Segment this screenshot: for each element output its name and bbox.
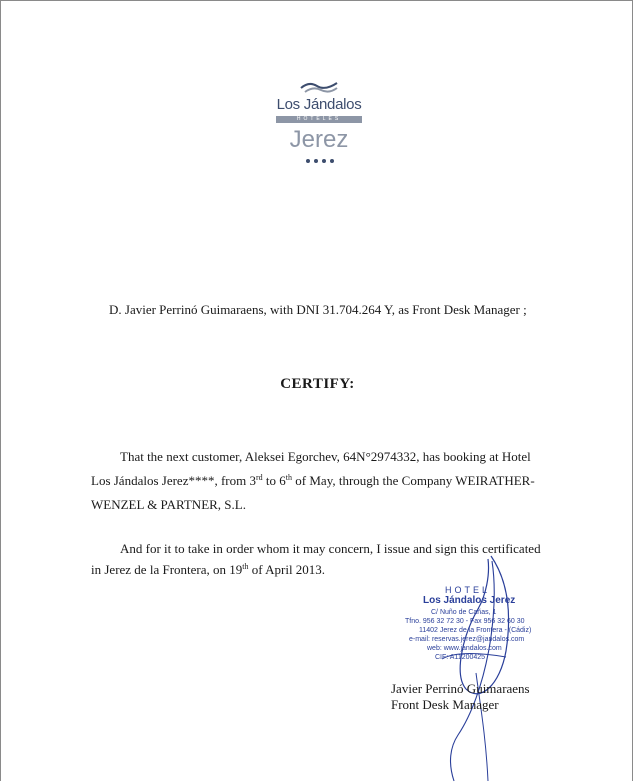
star-dot-icon	[322, 159, 326, 163]
text-fragment: in Jerez de la Frontera, on 19	[91, 562, 243, 577]
stamp-web: web: www.jandalos.com	[427, 645, 502, 652]
paragraph2-line2	[91, 562, 325, 578]
logo-city-name: Jerez	[289, 126, 349, 153]
signatory-role: Front Desk Manager	[391, 697, 499, 712]
text-fragment: to 6	[262, 473, 286, 488]
superscript: th	[285, 473, 293, 482]
star-dot-icon	[314, 159, 318, 163]
stamp-name: Los Jándalos Jerez	[423, 595, 516, 606]
superscript: th	[242, 562, 249, 571]
stamp-phone: Tfno. 956 32 72 30 - Fax 956 32 60 30	[405, 618, 525, 625]
logo-stars	[306, 159, 334, 164]
star-dot-icon	[306, 159, 310, 163]
logo-hotels-band: HOTELES	[276, 116, 362, 123]
hotel-logo	[259, 79, 379, 169]
text-fragment: of April 2013.	[248, 562, 326, 577]
intro-line: D. Javier Perrinó Guimaraens, with DNI 31.704.264 Y, as Front Desk Manager ;	[109, 302, 527, 317]
paragraph1-line1: That the next customer, Aleksei Egorchev, 64N°2974332, has booking at Hotel	[120, 449, 531, 464]
stamp-postal: 11402 Jerez de la Frontera - (Cádiz)	[419, 627, 532, 634]
superscript: rd	[256, 473, 263, 482]
paragraph1-line2	[91, 473, 535, 489]
certify-heading: CERTIFY:	[280, 376, 355, 392]
signatory-name: Javier Perrinó Guimaraens	[391, 681, 530, 696]
wave-logo-icon	[299, 79, 339, 93]
paragraph2-line1: And for it to take in order whom it may concern, I issue and sign this certificated	[120, 541, 541, 556]
stamp-hotel-text: HOTEL	[445, 585, 491, 595]
star-dot-icon	[330, 159, 334, 163]
stamp-email: e-mail: reservas.jerez@jandalos.com	[409, 636, 525, 643]
logo-brand-name: Los Jándalos	[276, 96, 362, 113]
text-fragment: of May, through the Company WEIRATHER-	[292, 473, 535, 488]
paragraph1-line3: WENZEL & PARTNER, S.L.	[91, 497, 246, 512]
text-fragment: Los Jándalos Jerez****, from 3	[91, 473, 256, 488]
handwritten-signature-icon	[396, 553, 546, 784]
stamp-address: C/ Nuño de Cañas, 1	[431, 609, 497, 616]
stamp-cif: CIF: A11200425	[435, 654, 486, 661]
